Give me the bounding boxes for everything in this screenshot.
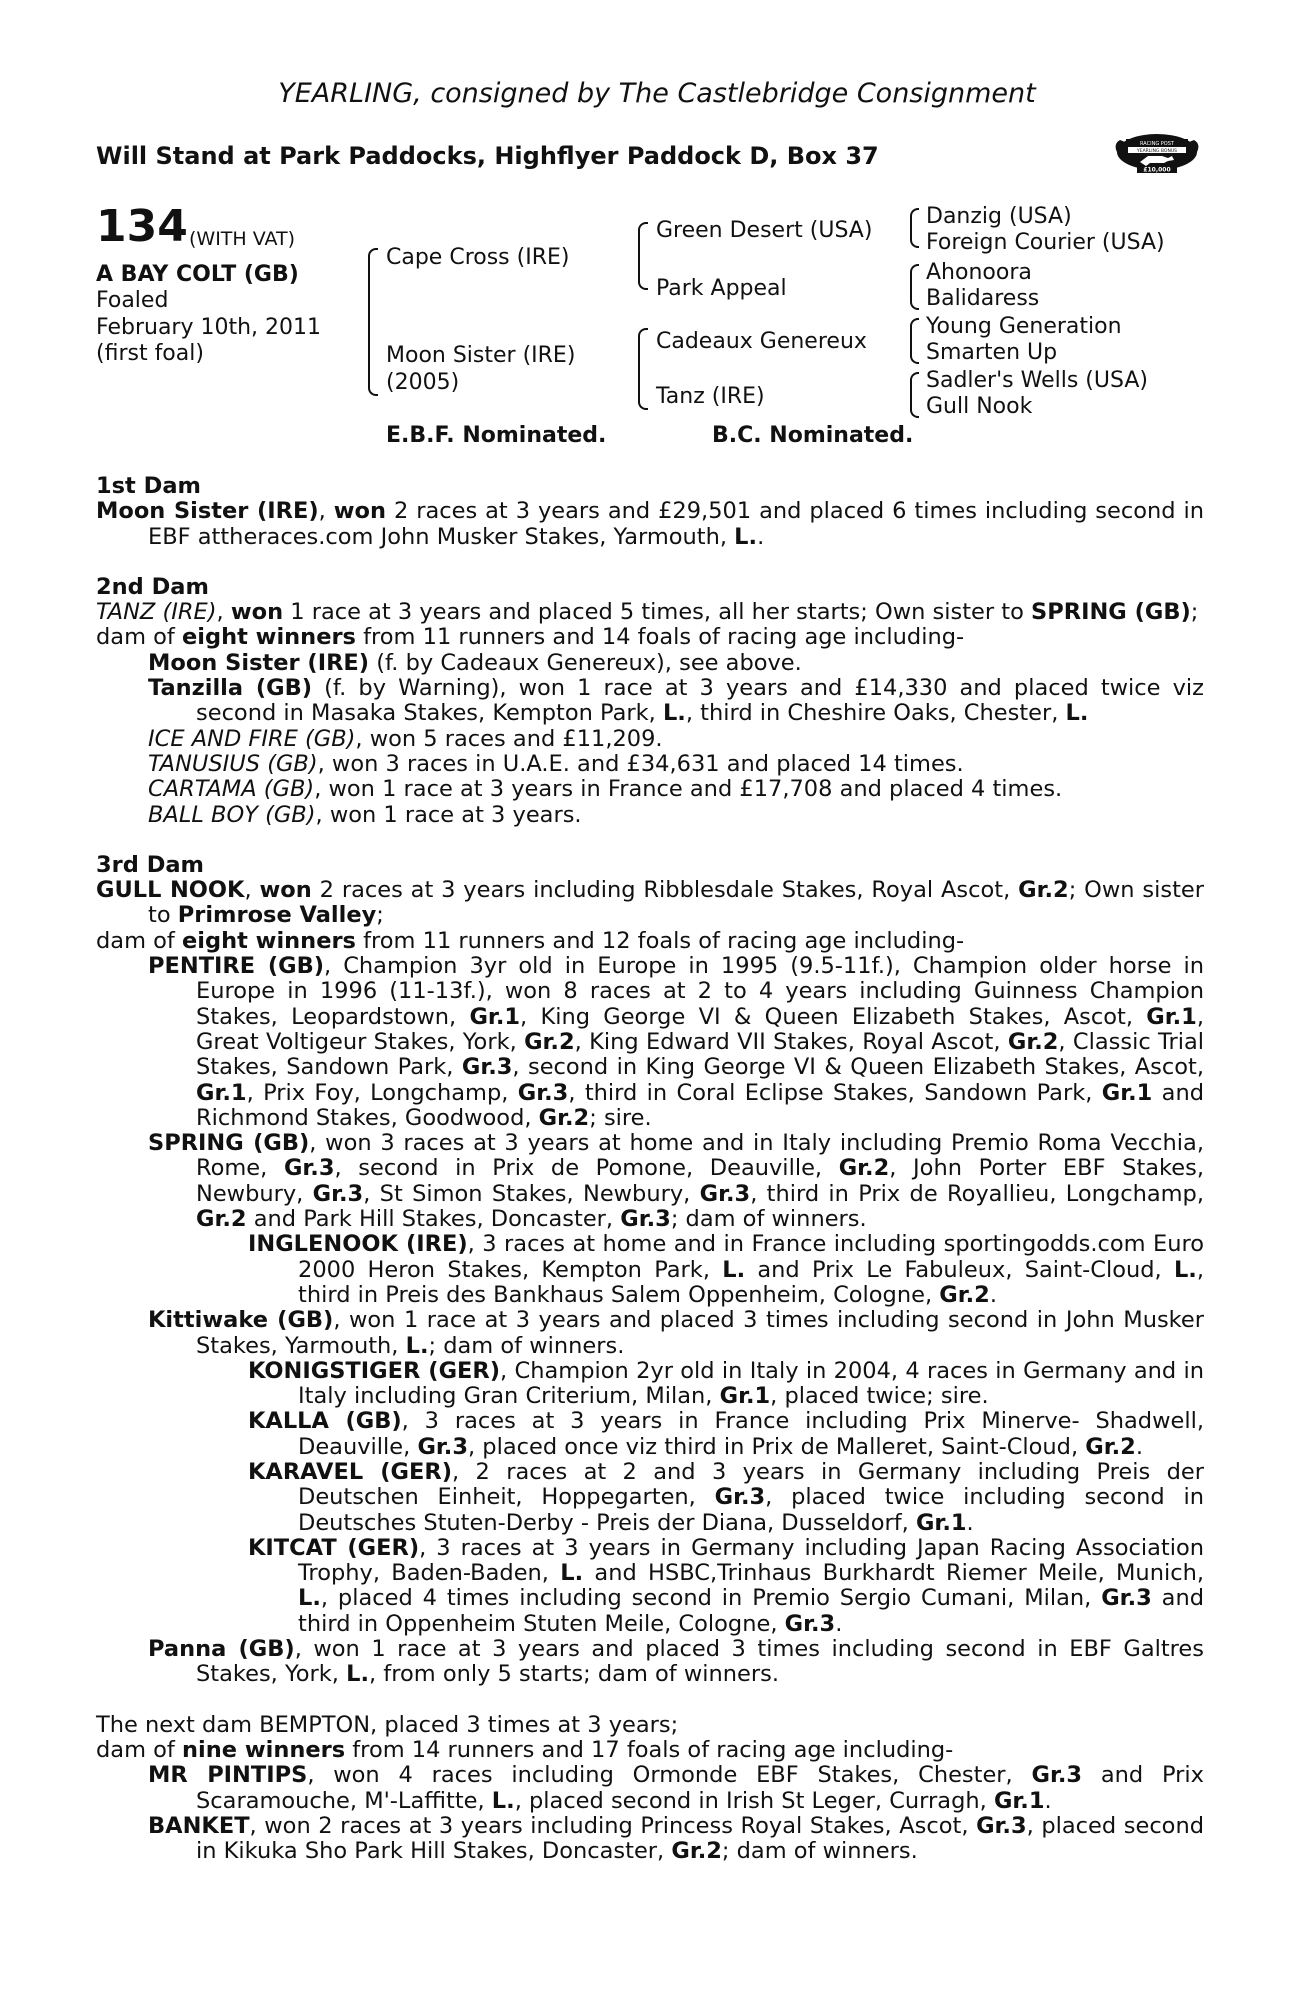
sd-sire: Ahonoora (926, 260, 1032, 285)
lot-name: A BAY COLT (GB) (96, 262, 299, 287)
pedigree-brace-dam (638, 328, 648, 410)
pedigree-brace-sd (910, 264, 919, 310)
first-dam-heading: 1st Dam (96, 473, 201, 499)
sire-sire: Green Desert (USA) (656, 218, 873, 243)
second-dam-heading: 2nd Dam (96, 573, 209, 600)
bc-nominated: B.C. Nominated. (712, 423, 914, 448)
svg-text:£10,000: £10,000 (1143, 166, 1171, 174)
dd-sire: Sadler's Wells (USA) (926, 368, 1148, 393)
dam-dam: Tanz (IRE) (656, 384, 765, 409)
sire-dam: Park Appeal (656, 276, 787, 301)
pedigree-brace-sire (638, 222, 648, 290)
ss-dam: Foreign Courier (USA) (926, 230, 1165, 255)
produce-pentire: PENTIRE (GB), Champion 3yr old in Europe in 1995 (9.5-11f.), Champion older horse in Europe in 1996 (11-13f.), won 8 races at 2 to 4 years including Guinness Champion Stakes, Leopardstown, Gr.1, King George VI & Queen Elizabeth Stakes, Ascot, Gr.1, Great Voltigeur Stakes, York, Gr.2, King Edward VII Stakes, Royal Ascot, Gr.2, Classic Trial Stakes, Sandown Park, Gr.3, second in King George VI & Queen Elizabeth Stakes, Ascot, Gr.1, Prix Foy, Longchamp, Gr.3, third in Coral Eclipse Stakes, Sandown Park, Gr.1 and Richmond Stakes, Goodwood, Gr.2; sire. (148, 953, 1205, 1131)
produce-panna: Panna (GB), won 1 race at 3 years and placed 3 times including second in EBF Galtres Stakes, York, L., from only 5 starts; dam of winners. (148, 1636, 1204, 1688)
yearling-bonus-badge (1110, 128, 1204, 176)
pedigree-brace-main (368, 248, 378, 396)
produce-konigstiger: KONIGSTIGER (GER), Champion 2yr old in Italy in 2004, 4 races in Germany and in Italy including Gran Criterium, Milan, Gr.1, placed twice; sire. (248, 1357, 1205, 1410)
svg-text:YEARLING BONUS: YEARLING BONUS (1137, 149, 1177, 154)
foaled-label: Foaled (96, 288, 169, 313)
produce-karavel: KARAVEL (GER), 2 races at 2 and 3 years in Germany including Preis der Deutschen Einheit, Hoppegarten, Gr.3, placed twice including second in Deutsches Stuten-Derby - Preis der Diana, Dusseldorf, Gr.1. (248, 1458, 1204, 1536)
third-dam-produce-summary: dam of eight winners from 11 runners and 12 foals of racing age including- (96, 927, 965, 954)
ss-sire: Danzig (USA) (926, 204, 1072, 229)
svg-text:RACING POST: RACING POST (1140, 141, 1174, 147)
pedigree-brace-ss (910, 208, 919, 248)
sd-dam: Balidaress (926, 286, 1040, 311)
produce-moon-sister: Moon Sister (IRE) (f. by Cadeaux Genereux), see above. (148, 649, 802, 676)
ds-dam: Smarten Up (926, 340, 1058, 365)
produce-ice-and-fire: ICE AND FIRE (GB), won 5 races and £11,209. (148, 725, 663, 752)
produce-tanzilla: Tanzilla (GB) (f. by Warning), won 1 race at 3 years and £14,330 and placed twice viz second in Masaka Stakes, Kempton Park, L., third in Cheshire Oaks, Chester, L. (148, 675, 1204, 727)
dam-sire: Cadeaux Genereux (656, 329, 867, 354)
dd-dam: Gull Nook (926, 394, 1033, 419)
first-foal-note: (first foal) (96, 341, 204, 366)
produce-spring: SPRING (GB), won 3 races at 3 years at home and in Italy including Premio Roma Vecchia, Rome, Gr.3, second in Prix de Pomone, Deauville, Gr.2, John Porter EBF Stakes, Newbury, Gr.3, St Simon Stakes, Newbury, Gr.3, third in Prix de Royallieu, Longchamp, Gr.2 and Park Hill Stakes, Doncaster, Gr.3; dam of winners. (148, 1130, 1204, 1233)
produce-kittiwake: Kittiwake (GB), won 1 race at 3 years and placed 3 times including second in John Musker Stakes, Yarmouth, L.; dam of winners. (148, 1307, 1204, 1359)
third-dam-heading: 3rd Dam (96, 851, 204, 878)
produce-mr-pintips: MR PINTIPS, won 4 races including Ormonde EBF Stakes, Chester, Gr.3 and Prix Scaramouche, M'-Laffitte, L., placed second in Irish St Leger, Curragh, Gr.1. (148, 1762, 1204, 1814)
second-dam-entry: TANZ (IRE), won 1 race at 3 years and placed 5 times, all her starts; Own sister to SPRING (GB); (96, 599, 1199, 626)
produce-kitcat: KITCAT (GER), 3 races at 3 years in Germany including Japan Racing Association Trophy, Baden-Baden, L. and HSBC,Trinhaus Burkhardt Riemer Meile, Munich, L., placed 4 times including second in Premio Sergio Cumani, Milan, Gr.3 and third in Oppenheim Stuten Meile, Cologne, Gr.3. (248, 1534, 1205, 1637)
next-dam-entry: The next dam BEMPTON, placed 3 times at 3 years; (96, 1711, 679, 1738)
next-dam-produce-summary: dam of nine winners from 14 runners and 17 foals of racing age including- (96, 1736, 954, 1763)
produce-inglenook: INGLENOOK (IRE), 3 races at home and in France including sportingodds.com Euro 2000 Heron Stakes, Kempton Park, L. and Prix Le Fabuleux, Saint-Cloud, L., third in Preis des Bankhaus Salem Oppenheim, Cologne, Gr.2. (248, 1231, 1204, 1308)
pedigree-brace-dd (910, 372, 919, 418)
page-title: YEARLING, consigned by The Castlebridge Consignment (278, 78, 1036, 109)
stand-location: Will Stand at Park Paddocks, Highflyer Paddock D, Box 37 (96, 142, 879, 170)
dam-name: Moon Sister (IRE) (386, 343, 576, 368)
dam-year: (2005) (386, 370, 460, 395)
pedigree-brace-ds (910, 318, 919, 364)
sire-name: Cape Cross (IRE) (386, 245, 570, 270)
produce-cartama: CARTAMA (GB), won 1 race at 3 years in France and £17,708 and placed 4 times. (148, 776, 1063, 803)
produce-tanusius: TANUSIUS (GB), won 3 races in U.A.E. and £34,631 and placed 14 times. (148, 750, 964, 777)
ds-sire: Young Generation (926, 314, 1122, 339)
catalogue-body (96, 474, 1204, 1864)
vat-note: (WITH VAT) (189, 228, 296, 250)
second-dam-produce-summary: dam of eight winners from 11 runners and 14 foals of racing age including- (96, 624, 965, 651)
produce-ball-boy: BALL BOY (GB), won 1 race at 3 years. (148, 801, 582, 828)
foaled-date: February 10th, 2011 (96, 315, 322, 340)
third-dam-entry: GULL NOOK, won 2 races at 3 years including Ribblesdale Stakes, Royal Ascot, Gr.2; Own sister to Primrose Valley; (96, 877, 1205, 929)
produce-kalla: KALLA (GB), 3 races at 3 years in France including Prix Minerve- Shadwell, Deauville, Gr.3, placed once viz third in Prix de Malleret, Saint-Cloud, Gr.2. (248, 1408, 1204, 1460)
first-dam-entry: Moon Sister (IRE), won 2 races at 3 years and £29,501 and placed 6 times including second in EBF attheraces.com John Musker Stakes, Yarmouth, L.. (96, 498, 1205, 550)
lot-number: 134 (96, 201, 188, 252)
produce-banket: BANKET, won 2 races at 3 years including Princess Royal Stakes, Ascot, Gr.3, placed second in Kikuka Sho Park Hill Stakes, Doncaster, Gr.2; dam of winners. (148, 1812, 1204, 1865)
ebf-nominated: E.B.F. Nominated. (386, 423, 607, 448)
